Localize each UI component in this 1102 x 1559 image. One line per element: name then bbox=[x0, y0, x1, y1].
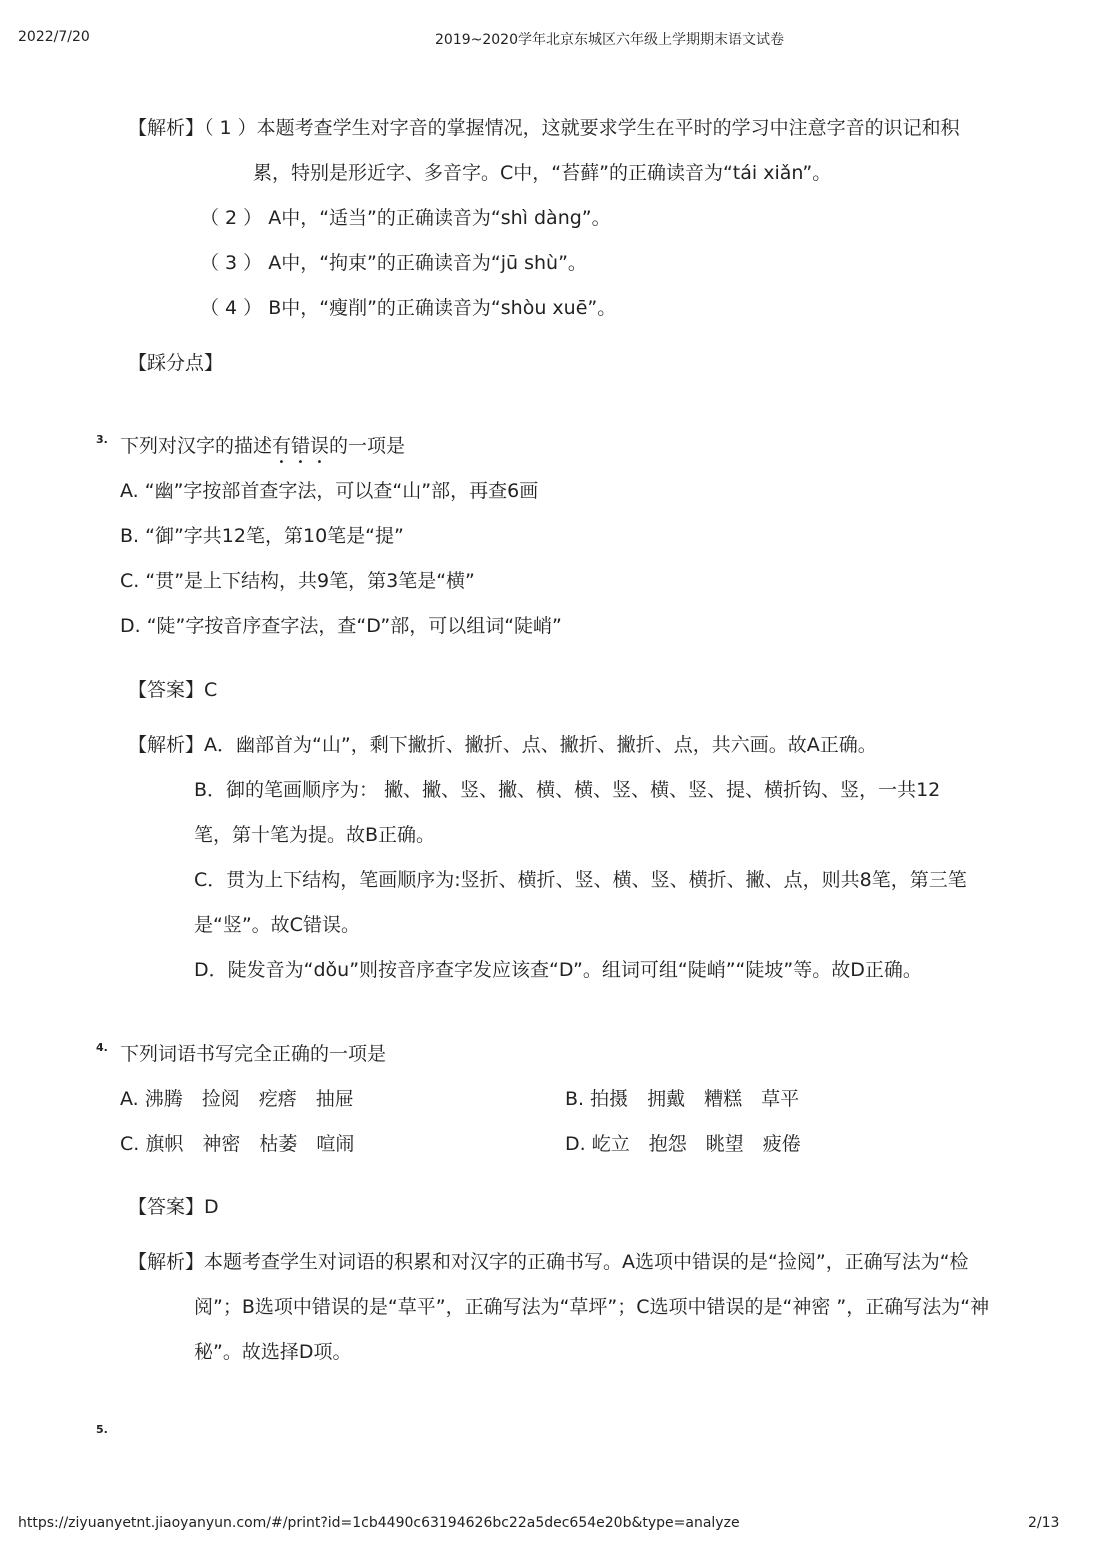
q3-option-d: D. “陡”字按音序查字法，查“D”部，可以组词“陡峭” bbox=[120, 615, 562, 637]
q4-stem: 下列词语书写完全正确的一项是 bbox=[120, 1043, 387, 1065]
q4-option-b: B. 拍摄 拥戴 糟糕 草平 bbox=[565, 1088, 800, 1110]
q4-answer-value: D bbox=[204, 1196, 219, 1218]
q3-analysis bbox=[128, 734, 877, 757]
q2-analysis-label: 【解析】 bbox=[128, 117, 205, 139]
q3-analysis-line-2: B．御的笔画顺序为： 撇、撇、竖、撇、横、横、竖、横、竖、提、横折钩、竖，一共12 bbox=[194, 779, 941, 801]
q4-answer-label: 【答案】 bbox=[128, 1196, 205, 1218]
print-date: 2022/7/20 bbox=[18, 29, 90, 45]
footer-url: https://ziyuanyetnt.jiaoyanyun.com/#/print?id=1cb4490c63194626bc22a5dec654e20b&type=analyze bbox=[18, 1515, 740, 1531]
q3-analysis-line-5: 是“竖”。故C错误。 bbox=[194, 914, 360, 936]
q3-stem bbox=[120, 435, 405, 468]
page-number: 2/13 bbox=[1028, 1515, 1060, 1531]
q2-scoring-points-label: 【踩分点】 bbox=[128, 352, 224, 374]
q3-analysis-line-1: A．幽部首为“山”，剩下撇折、撇折、点、撇折、撇折、点，共六画。故A正确。 bbox=[204, 734, 877, 756]
q4-answer bbox=[128, 1196, 219, 1219]
q2-analysis bbox=[128, 117, 960, 140]
q4-option-c: C. 旗帜 神密 枯萎 喧闹 bbox=[120, 1133, 355, 1155]
q2-analysis-line-5: （ 4 ） B中，“瘦削”的正确读音为“shòu xuē”。 bbox=[200, 297, 617, 319]
q4-option-a: A. 沸腾 捡阅 疙瘩 抽屉 bbox=[120, 1088, 354, 1110]
q3-answer-label: 【答案】 bbox=[128, 679, 205, 701]
q3-option-c: C. “贯”是上下结构，共9笔，第3笔是“横” bbox=[120, 570, 475, 592]
q3-analysis-line-3: 笔，第十笔为提。故B正确。 bbox=[194, 824, 436, 846]
q3-analysis-line-6: D．陡发音为“dǒu”则按音序查字发应该查“D”。组词可组“陡峭”“陡坡”等。故D正确。 bbox=[194, 959, 922, 981]
q4-analysis-line-1: 本题考查学生对词语的积累和对汉字的正确书写。A选项中错误的是“捡阅”，正确写法为“检 bbox=[204, 1251, 969, 1273]
q4-number: 4. bbox=[96, 1041, 108, 1054]
q3-analysis-label: 【解析】 bbox=[128, 734, 205, 756]
q2-analysis-line-1: （ 1 ）本题考查学生对字音的掌握情况，这就要求学生在平时的学习中注意字音的识记和积 bbox=[204, 117, 960, 139]
q3-stem-emphasis: 有错误 bbox=[272, 435, 330, 457]
q3-stem-after: 的一项是 bbox=[329, 435, 406, 457]
q4-analysis bbox=[128, 1251, 969, 1274]
q3-answer-value: C bbox=[204, 679, 218, 701]
q4-option-d: D. 屹立 抱怨 眺望 疲倦 bbox=[565, 1133, 801, 1155]
q3-answer bbox=[128, 679, 217, 702]
q3-option-b: B. “御”字共12笔，第10笔是“提” bbox=[120, 525, 404, 547]
q5-number: 5. bbox=[96, 1423, 108, 1436]
q2-analysis-line-2: 累，特别是形近字、多音字。C中，“苔藓”的正确读音为“tái xiǎn”。 bbox=[253, 162, 832, 184]
q2-analysis-line-3: （ 2 ） A中，“适当”的正确读音为“shì dàng”。 bbox=[200, 207, 611, 229]
q3-stem-before: 下列对汉字的描述 bbox=[120, 435, 273, 457]
q4-analysis-line-2: 阅”；B选项中错误的是“草平”，正确写法为“草坪”；C选项中错误的是“神密 ”，正确写法为“神 bbox=[194, 1296, 990, 1318]
q3-analysis-line-4: C．贯为上下结构，笔画顺序为:竖折、横折、竖、横、竖、横折、撇、点，则共8笔，第三笔 bbox=[194, 869, 967, 891]
q4-analysis-label: 【解析】 bbox=[128, 1251, 205, 1273]
q2-analysis-line-4: （ 3 ） A中，“拘束”的正确读音为“jū shù”。 bbox=[200, 252, 587, 274]
q3-option-a: A. “幽”字按部首查字法，可以查“山”部，再查6画 bbox=[120, 480, 539, 502]
q3-number: 3. bbox=[96, 433, 108, 446]
q4-analysis-line-3: 秘”。故选择D项。 bbox=[194, 1341, 352, 1363]
document-title: 2019~2020学年北京东城区六年级上学期期末语文试卷 bbox=[435, 32, 784, 48]
